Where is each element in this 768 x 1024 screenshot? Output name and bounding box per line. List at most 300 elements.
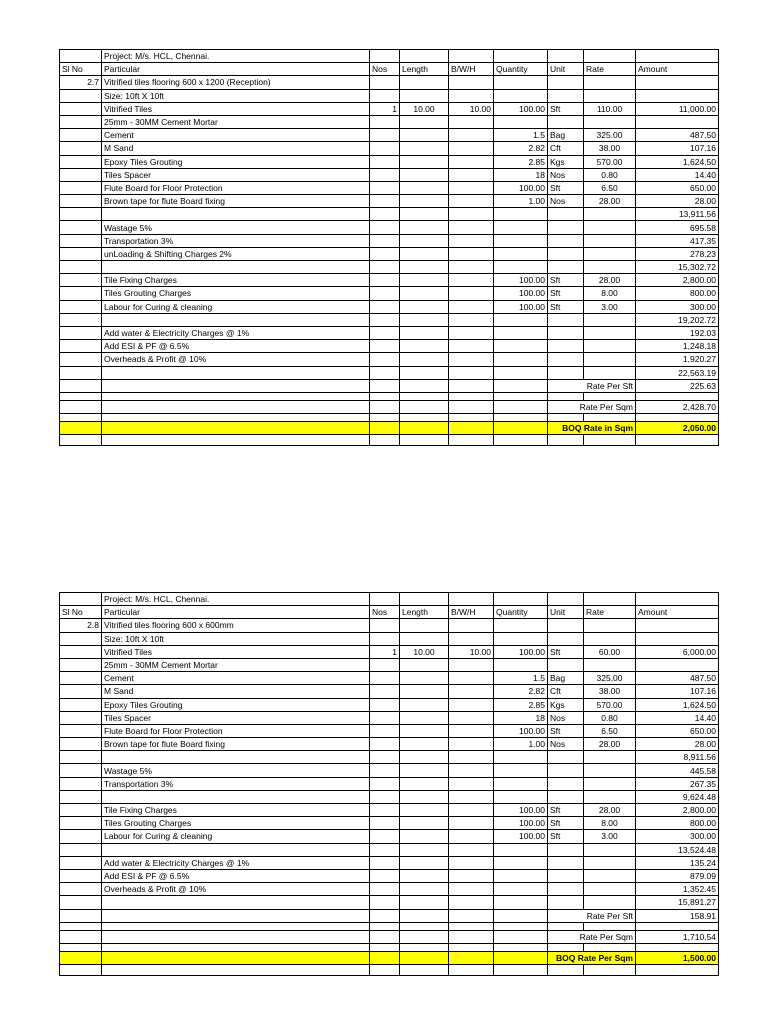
cell-sl-no bbox=[60, 261, 102, 274]
cell-sl-no bbox=[60, 129, 102, 142]
cell-quantity bbox=[494, 76, 548, 89]
empty-cell bbox=[370, 392, 400, 400]
cell-length bbox=[400, 326, 449, 339]
empty-cell bbox=[636, 922, 719, 930]
cell-quantity: 100.00 bbox=[494, 300, 548, 313]
cell-amount: 1,920.27 bbox=[636, 353, 719, 366]
cell-sl-no bbox=[60, 896, 102, 909]
empty-cell bbox=[370, 379, 400, 392]
empty-cell bbox=[102, 943, 370, 951]
cell-quantity: 100.00 bbox=[494, 102, 548, 115]
cell-sl-no bbox=[60, 672, 102, 685]
cell-length bbox=[400, 366, 449, 379]
cell-amount: 6,000.00 bbox=[636, 645, 719, 658]
cell-sl-no bbox=[60, 790, 102, 803]
cell-bwh bbox=[449, 658, 494, 671]
empty-cell bbox=[449, 909, 494, 922]
table-row bbox=[60, 843, 719, 856]
cell-unit bbox=[548, 751, 584, 764]
cell-unit: Sft bbox=[548, 817, 584, 830]
cell-sl-no bbox=[60, 115, 102, 128]
blank-row bbox=[60, 943, 719, 951]
cell-particular: Cement bbox=[102, 129, 370, 142]
table-row bbox=[60, 366, 719, 379]
cell-amount: 28.00 bbox=[636, 738, 719, 751]
cell-length bbox=[400, 672, 449, 685]
cell-particular: Brown tape for flute Board fixing bbox=[102, 738, 370, 751]
table-row bbox=[60, 129, 719, 142]
cell-unit bbox=[548, 896, 584, 909]
cell-nos bbox=[370, 274, 400, 287]
cell-unit bbox=[548, 790, 584, 803]
cell-nos bbox=[370, 790, 400, 803]
cell-particular: Vitrified tiles flooring 600 x 600mm bbox=[102, 619, 370, 632]
table-row bbox=[60, 883, 719, 896]
cell-unit bbox=[548, 208, 584, 221]
rate-per-sqm-value: 1,710.54 bbox=[636, 930, 719, 943]
rate-per-sft-value: 158.91 bbox=[636, 909, 719, 922]
cell-amount bbox=[636, 619, 719, 632]
column-header-nos: Nos bbox=[370, 63, 400, 76]
cell-quantity bbox=[494, 326, 548, 339]
empty-cell bbox=[60, 379, 102, 392]
cell-particular bbox=[102, 261, 370, 274]
cell-amount: 14.40 bbox=[636, 711, 719, 724]
boq-rate-row bbox=[60, 422, 719, 435]
highlight-cell bbox=[400, 951, 449, 964]
cell-rate bbox=[584, 76, 636, 89]
cell-nos bbox=[370, 129, 400, 142]
empty-cell bbox=[60, 943, 102, 951]
empty-cell bbox=[449, 930, 494, 943]
cell-length bbox=[400, 711, 449, 724]
blank-row bbox=[60, 922, 719, 930]
cell-length bbox=[400, 181, 449, 194]
blank-row bbox=[60, 965, 719, 976]
table-row bbox=[60, 247, 719, 260]
cell-quantity bbox=[494, 89, 548, 102]
cell-unit bbox=[548, 234, 584, 247]
cell-bwh bbox=[449, 869, 494, 882]
sl-no-cell bbox=[60, 593, 102, 606]
table-row bbox=[60, 672, 719, 685]
cell-rate: 110.00 bbox=[584, 102, 636, 115]
cell-particular: M Sand bbox=[102, 142, 370, 155]
cell-unit: Sft bbox=[548, 181, 584, 194]
cell-rate bbox=[584, 883, 636, 896]
cell-rate bbox=[584, 326, 636, 339]
cell-unit: Sft bbox=[548, 102, 584, 115]
cell-length bbox=[400, 830, 449, 843]
cell-rate bbox=[584, 366, 636, 379]
rate-per-sft-row bbox=[60, 909, 719, 922]
cell-bwh bbox=[449, 247, 494, 260]
highlight-cell bbox=[370, 422, 400, 435]
table-row bbox=[60, 208, 719, 221]
cell-length bbox=[400, 619, 449, 632]
cell-particular: Tiles Spacer bbox=[102, 711, 370, 724]
empty-cell bbox=[494, 593, 548, 606]
cell-bwh bbox=[449, 168, 494, 181]
table-row bbox=[60, 340, 719, 353]
cell-sl-no bbox=[60, 300, 102, 313]
cell-amount: 445.58 bbox=[636, 764, 719, 777]
cell-particular: Size: 10ft X 10ft bbox=[102, 632, 370, 645]
empty-cell bbox=[400, 909, 449, 922]
empty-cell bbox=[636, 965, 719, 976]
column-header-quantity: Quantity bbox=[494, 63, 548, 76]
cell-bwh bbox=[449, 326, 494, 339]
cell-bwh bbox=[449, 76, 494, 89]
cell-amount bbox=[636, 658, 719, 671]
cell-particular: Overheads & Profit @ 10% bbox=[102, 353, 370, 366]
cell-bwh bbox=[449, 883, 494, 896]
empty-cell bbox=[370, 50, 400, 63]
cell-nos: 1 bbox=[370, 645, 400, 658]
column-header-unit: Unit bbox=[548, 606, 584, 619]
cell-rate bbox=[584, 115, 636, 128]
empty-cell bbox=[548, 435, 584, 446]
empty-cell bbox=[370, 922, 400, 930]
column-header-rate: Rate bbox=[584, 606, 636, 619]
empty-cell bbox=[494, 400, 548, 413]
empty-cell bbox=[548, 50, 584, 63]
cell-particular: Tiles Grouting Charges bbox=[102, 817, 370, 830]
table-row bbox=[60, 619, 719, 632]
cell-sl-no bbox=[60, 221, 102, 234]
cell-unit bbox=[548, 261, 584, 274]
cell-rate bbox=[584, 896, 636, 909]
cell-particular: Tiles Grouting Charges bbox=[102, 287, 370, 300]
cell-rate: 570.00 bbox=[584, 698, 636, 711]
cell-rate bbox=[584, 247, 636, 260]
cell-particular: Labour for Curing & cleaning bbox=[102, 300, 370, 313]
empty-cell bbox=[584, 414, 636, 422]
table-row bbox=[60, 115, 719, 128]
cell-nos bbox=[370, 738, 400, 751]
cell-unit bbox=[548, 632, 584, 645]
cell-length bbox=[400, 869, 449, 882]
empty-cell bbox=[102, 392, 370, 400]
cell-amount: 1,248.18 bbox=[636, 340, 719, 353]
cell-quantity: 2.82 bbox=[494, 142, 548, 155]
cell-nos bbox=[370, 221, 400, 234]
empty-cell bbox=[584, 435, 636, 446]
cell-nos bbox=[370, 287, 400, 300]
cell-length bbox=[400, 221, 449, 234]
cell-rate: 28.00 bbox=[584, 195, 636, 208]
empty-cell bbox=[449, 965, 494, 976]
cell-quantity bbox=[494, 856, 548, 869]
cell-length bbox=[400, 168, 449, 181]
empty-cell bbox=[400, 593, 449, 606]
empty-cell bbox=[494, 435, 548, 446]
table-row bbox=[60, 698, 719, 711]
empty-cell bbox=[370, 435, 400, 446]
highlight-cell bbox=[449, 422, 494, 435]
empty-cell bbox=[60, 392, 102, 400]
cell-bwh bbox=[449, 698, 494, 711]
cell-amount bbox=[636, 115, 719, 128]
cell-unit: Sft bbox=[548, 274, 584, 287]
cell-particular: Flute Board for Floor Protection bbox=[102, 724, 370, 737]
cell-particular: Transportation 3% bbox=[102, 777, 370, 790]
empty-cell bbox=[494, 965, 548, 976]
cell-length bbox=[400, 777, 449, 790]
sl-no-cell bbox=[60, 50, 102, 63]
cell-amount: 8,911.56 bbox=[636, 751, 719, 764]
cell-unit: Nos bbox=[548, 195, 584, 208]
cell-rate: 60.00 bbox=[584, 645, 636, 658]
table-row bbox=[60, 804, 719, 817]
cell-unit bbox=[548, 366, 584, 379]
table-row bbox=[60, 645, 719, 658]
cell-sl-no bbox=[60, 247, 102, 260]
cell-particular bbox=[102, 751, 370, 764]
cell-rate: 8.00 bbox=[584, 817, 636, 830]
cell-rate: 28.00 bbox=[584, 804, 636, 817]
rate-per-sft-label: Rate Per Sft bbox=[548, 379, 636, 392]
empty-cell bbox=[584, 943, 636, 951]
cell-rate: 8.00 bbox=[584, 287, 636, 300]
table-row bbox=[60, 738, 719, 751]
cell-quantity: 1.00 bbox=[494, 195, 548, 208]
cell-nos bbox=[370, 234, 400, 247]
cell-sl-no bbox=[60, 685, 102, 698]
project-row bbox=[60, 593, 719, 606]
empty-cell bbox=[449, 943, 494, 951]
cell-bwh bbox=[449, 804, 494, 817]
table-row bbox=[60, 790, 719, 803]
cell-bwh bbox=[449, 300, 494, 313]
cell-particular: Labour for Curing & cleaning bbox=[102, 830, 370, 843]
table-row bbox=[60, 274, 719, 287]
table-row bbox=[60, 313, 719, 326]
cell-quantity bbox=[494, 632, 548, 645]
cell-unit bbox=[548, 869, 584, 882]
cell-sl-no: 2.7 bbox=[60, 76, 102, 89]
cell-bwh bbox=[449, 817, 494, 830]
cell-nos bbox=[370, 658, 400, 671]
cell-quantity bbox=[494, 896, 548, 909]
cell-sl-no bbox=[60, 698, 102, 711]
empty-cell bbox=[60, 922, 102, 930]
cell-sl-no bbox=[60, 869, 102, 882]
cell-bwh bbox=[449, 155, 494, 168]
blank-row bbox=[60, 392, 719, 400]
cell-unit: Bag bbox=[548, 129, 584, 142]
cell-unit: Sft bbox=[548, 645, 584, 658]
column-header-particular: Particular bbox=[102, 606, 370, 619]
cell-particular: Add ESI & PF @ 6.5% bbox=[102, 869, 370, 882]
empty-cell bbox=[102, 909, 370, 922]
empty-cell bbox=[370, 400, 400, 413]
table-row bbox=[60, 777, 719, 790]
cell-quantity bbox=[494, 340, 548, 353]
cell-length bbox=[400, 195, 449, 208]
cell-sl-no bbox=[60, 168, 102, 181]
cell-amount: 1,352.45 bbox=[636, 883, 719, 896]
cell-unit bbox=[548, 76, 584, 89]
empty-cell bbox=[370, 965, 400, 976]
cell-bwh bbox=[449, 115, 494, 128]
table-row bbox=[60, 856, 719, 869]
empty-cell bbox=[449, 593, 494, 606]
cell-amount: 800.00 bbox=[636, 817, 719, 830]
cell-quantity: 2.85 bbox=[494, 155, 548, 168]
cell-sl-no bbox=[60, 181, 102, 194]
cell-particular: Epoxy Tiles Grouting bbox=[102, 155, 370, 168]
cell-nos bbox=[370, 777, 400, 790]
cell-bwh bbox=[449, 340, 494, 353]
cell-amount: 1,624.50 bbox=[636, 698, 719, 711]
cell-unit: Sft bbox=[548, 830, 584, 843]
cell-quantity: 100.00 bbox=[494, 830, 548, 843]
cell-bwh bbox=[449, 142, 494, 155]
cell-length bbox=[400, 115, 449, 128]
cell-quantity bbox=[494, 751, 548, 764]
cell-length bbox=[400, 313, 449, 326]
cell-nos bbox=[370, 711, 400, 724]
cell-sl-no bbox=[60, 313, 102, 326]
empty-cell bbox=[494, 379, 548, 392]
highlight-cell bbox=[102, 951, 370, 964]
empty-cell bbox=[102, 379, 370, 392]
column-header-particular: Particular bbox=[102, 63, 370, 76]
cell-amount: 11,000.00 bbox=[636, 102, 719, 115]
cell-rate bbox=[584, 261, 636, 274]
cell-length bbox=[400, 738, 449, 751]
cell-bwh bbox=[449, 856, 494, 869]
empty-cell bbox=[102, 930, 370, 943]
cell-nos: 1 bbox=[370, 102, 400, 115]
empty-cell bbox=[449, 435, 494, 446]
cell-particular: Epoxy Tiles Grouting bbox=[102, 698, 370, 711]
cell-rate bbox=[584, 353, 636, 366]
rate-per-sqm-label: Rate Per Sqm bbox=[548, 400, 636, 413]
cell-rate: 3.00 bbox=[584, 300, 636, 313]
empty-cell bbox=[102, 965, 370, 976]
cell-nos bbox=[370, 89, 400, 102]
empty-cell bbox=[102, 400, 370, 413]
cell-unit: Sft bbox=[548, 300, 584, 313]
cell-sl-no bbox=[60, 804, 102, 817]
empty-cell bbox=[400, 50, 449, 63]
cell-sl-no bbox=[60, 645, 102, 658]
highlight-cell bbox=[60, 422, 102, 435]
boq-table-1 bbox=[59, 49, 719, 446]
cell-sl-no bbox=[60, 287, 102, 300]
empty-cell bbox=[449, 392, 494, 400]
cell-rate bbox=[584, 843, 636, 856]
empty-cell bbox=[494, 930, 548, 943]
cell-unit: Kgs bbox=[548, 698, 584, 711]
cell-length bbox=[400, 856, 449, 869]
column-header-rate: Rate bbox=[584, 63, 636, 76]
cell-nos bbox=[370, 300, 400, 313]
cell-sl-no bbox=[60, 366, 102, 379]
cell-unit bbox=[548, 883, 584, 896]
cell-sl-no bbox=[60, 274, 102, 287]
empty-cell bbox=[60, 909, 102, 922]
cell-nos bbox=[370, 830, 400, 843]
cell-quantity bbox=[494, 234, 548, 247]
cell-rate bbox=[584, 221, 636, 234]
cell-bwh bbox=[449, 89, 494, 102]
cell-quantity bbox=[494, 208, 548, 221]
cell-amount: 13,911.56 bbox=[636, 208, 719, 221]
cell-amount: 107.16 bbox=[636, 685, 719, 698]
cell-quantity: 100.00 bbox=[494, 274, 548, 287]
empty-cell bbox=[548, 943, 584, 951]
cell-amount: 135.24 bbox=[636, 856, 719, 869]
cell-amount: 650.00 bbox=[636, 181, 719, 194]
empty-cell bbox=[60, 930, 102, 943]
cell-nos bbox=[370, 247, 400, 260]
cell-unit bbox=[548, 247, 584, 260]
cell-unit bbox=[548, 843, 584, 856]
cell-rate: 6.50 bbox=[584, 181, 636, 194]
cell-rate bbox=[584, 89, 636, 102]
cell-quantity: 18 bbox=[494, 168, 548, 181]
cell-amount: 14.40 bbox=[636, 168, 719, 181]
cell-nos bbox=[370, 168, 400, 181]
cell-rate bbox=[584, 313, 636, 326]
cell-bwh bbox=[449, 672, 494, 685]
table-row bbox=[60, 168, 719, 181]
cell-amount: 107.16 bbox=[636, 142, 719, 155]
cell-sl-no bbox=[60, 658, 102, 671]
cell-bwh bbox=[449, 738, 494, 751]
cell-nos bbox=[370, 261, 400, 274]
cell-sl-no bbox=[60, 883, 102, 896]
cell-rate bbox=[584, 619, 636, 632]
cell-bwh bbox=[449, 896, 494, 909]
empty-cell bbox=[400, 379, 449, 392]
cell-quantity bbox=[494, 883, 548, 896]
cell-rate: 28.00 bbox=[584, 274, 636, 287]
empty-cell bbox=[400, 414, 449, 422]
cell-unit: Sft bbox=[548, 287, 584, 300]
cell-particular: Cement bbox=[102, 672, 370, 685]
cell-quantity bbox=[494, 790, 548, 803]
empty-cell bbox=[494, 414, 548, 422]
cell-particular: Tile Fixing Charges bbox=[102, 804, 370, 817]
empty-cell bbox=[400, 965, 449, 976]
cell-length bbox=[400, 274, 449, 287]
cell-quantity bbox=[494, 313, 548, 326]
cell-length bbox=[400, 208, 449, 221]
empty-cell bbox=[400, 400, 449, 413]
cell-quantity bbox=[494, 764, 548, 777]
cell-nos bbox=[370, 115, 400, 128]
cell-unit bbox=[548, 856, 584, 869]
cell-bwh bbox=[449, 287, 494, 300]
cell-quantity: 2.82 bbox=[494, 685, 548, 698]
cell-rate bbox=[584, 764, 636, 777]
column-header-bwh: B/W/H bbox=[449, 606, 494, 619]
cell-unit: Nos bbox=[548, 738, 584, 751]
cell-bwh bbox=[449, 221, 494, 234]
cell-length bbox=[400, 142, 449, 155]
rate-per-sqm-value: 2,428.70 bbox=[636, 400, 719, 413]
cell-sl-no: 2.8 bbox=[60, 619, 102, 632]
boq-rate-label: BOQ Rate in Sqm bbox=[548, 422, 636, 435]
cell-bwh bbox=[449, 274, 494, 287]
header-row bbox=[60, 606, 719, 619]
cell-rate: 570.00 bbox=[584, 155, 636, 168]
table-row bbox=[60, 195, 719, 208]
